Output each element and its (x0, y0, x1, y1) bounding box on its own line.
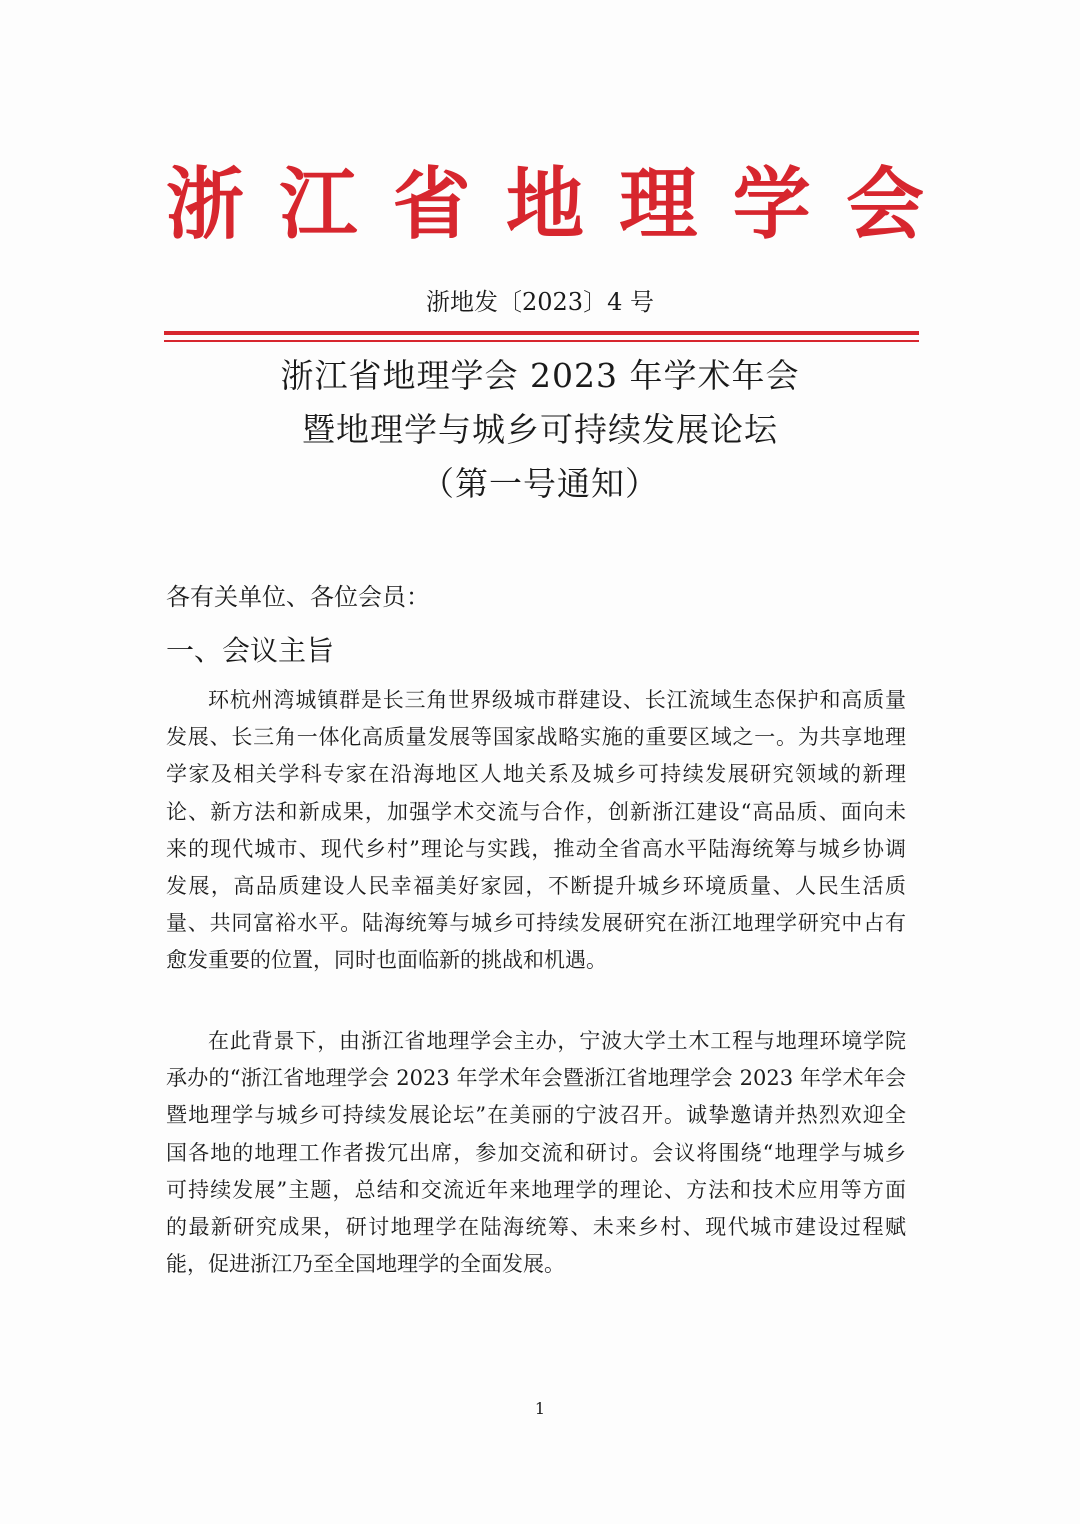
masthead-char: 学 (732, 160, 811, 250)
paragraph-line: 承办的“浙江省地理学会 2023 年学术年会暨浙江省地理学会 2023 年学术年会 (166, 1066, 906, 1091)
paragraph-line: 论、新方法和新成果，加强学术交流与合作，创新浙江建设“高品质、面向未 (166, 799, 906, 824)
paragraph-line: 环杭州湾城镇群是长三角世界级城市群建设、长江流域生态保护和高质量 (208, 688, 906, 712)
document-number: 浙地发〔2023〕4 号 (426, 288, 654, 316)
paragraph-background (166, 1023, 906, 1283)
section-heading: 一、会议主旨 (166, 634, 335, 667)
red-divider-thick (164, 331, 919, 335)
document-title-line-1: 浙江省地理学会 2023 年学术年会 (280, 356, 800, 395)
page-number: 1 (534, 1399, 546, 1418)
paragraph-line: 发展，高品质建设人民幸福美好家园，不断提升城乡环境质量、人民生活质 (166, 873, 906, 898)
paragraph-line: 学家及相关学科专家在沿海地区人地关系及城乡可持续发展研究领域的新理 (166, 762, 906, 787)
masthead-char: 地 (505, 160, 584, 250)
paragraph-line: 的最新研究成果，研讨地理学在陆海统筹、未来乡村、现代城市建设过程赋 (166, 1214, 906, 1239)
masthead-char: 江 (279, 160, 358, 250)
paragraph-line: 国各地的地理工作者拨冗出席，参加交流和研讨。会议将围绕“地理学与城乡 (166, 1140, 906, 1165)
document-title-line-3: （第一号通知） (421, 464, 659, 503)
organization-masthead (160, 160, 930, 250)
masthead-char: 理 (619, 160, 698, 250)
paragraph-line: 发展、长三角一体化高质量发展等国家战略实施的重要区域之一。为共享地理 (166, 725, 906, 750)
document-title-line-2: 暨地理学与城乡可持续发展论坛 (302, 410, 778, 449)
paragraph-line: 在此背景下，由浙江省地理学会主办，宁波大学土木工程与地理环境学院 (208, 1029, 906, 1053)
salutation: 各有关单位、各位会员： (166, 583, 430, 611)
masthead-char: 浙 (165, 160, 244, 250)
paragraph-line: 来的现代城市、现代乡村”理论与实践，推动全省高水平陆海统筹与城乡协调 (166, 836, 906, 861)
paragraph-meeting-purpose (166, 682, 906, 980)
paragraph-line: 量、共同富裕水平。陆海统筹与城乡可持续发展研究在浙江地理学研究中占有 (166, 911, 906, 936)
masthead-char: 会 (845, 160, 924, 250)
paragraph-line: 可持续发展”主题，总结和交流近年来地理学的理论、方法和技术应用等方面 (166, 1177, 906, 1202)
masthead-char: 省 (392, 160, 471, 250)
paragraph-line: 愈发重要的位置，同时也面临新的挑战和机遇。 (166, 948, 607, 973)
red-divider-thin (164, 340, 919, 342)
paragraph-line: 暨地理学与城乡可持续发展论坛”在美丽的宁波召开。诚挚邀请并热烈欢迎全 (166, 1103, 906, 1128)
paragraph-line: 能，促进浙江乃至全国地理学的全面发展。 (166, 1252, 565, 1277)
